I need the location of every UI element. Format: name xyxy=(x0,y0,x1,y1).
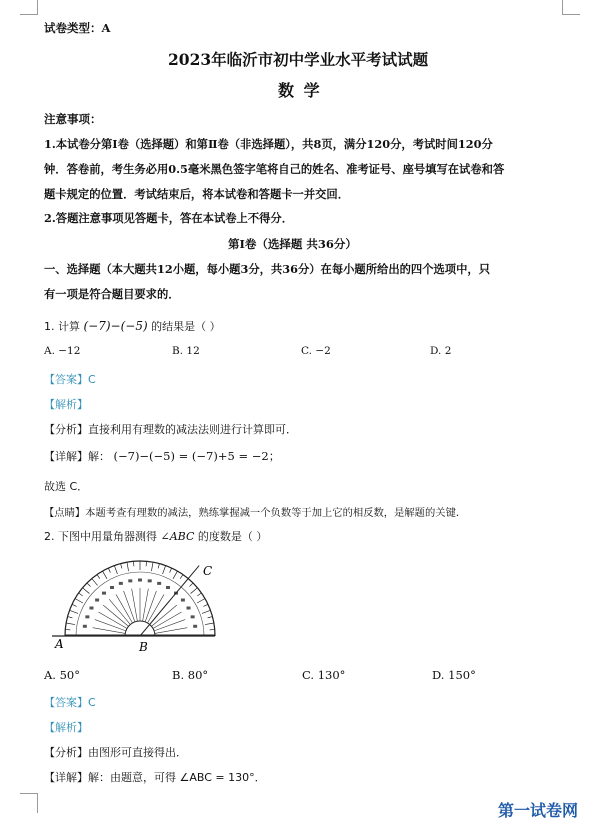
q2-option-d: D. 150° xyxy=(432,668,476,682)
protractor-radial-line xyxy=(98,612,127,629)
protractor-scale-mark xyxy=(95,599,99,602)
protractor-tick xyxy=(121,564,122,569)
section-title: 第Ⅰ卷（选择题 共36分） xyxy=(228,237,357,251)
protractor-scale-mark xyxy=(102,592,106,595)
protractor-tick xyxy=(191,588,198,594)
protractor-scale-mark xyxy=(166,586,170,589)
protractor-center-arc xyxy=(125,621,155,636)
protractor-scale-mark xyxy=(174,592,178,595)
protractor-tick xyxy=(97,575,100,579)
q1-option-b: B. 12 xyxy=(172,345,200,357)
protractor-scale-mark xyxy=(186,607,190,610)
q1-comment: 【点睛】本题考查有理数的减法，熟练掌握减一个负数等于加上它的相反数，是解题的关键． xyxy=(44,507,467,519)
protractor-tick xyxy=(197,593,201,596)
protractor-outer-arc xyxy=(65,561,215,636)
protractor-tick xyxy=(182,579,188,586)
corner-mark-tl-h xyxy=(20,14,38,15)
protractor-scale-mark xyxy=(193,625,197,628)
protractor-scale-mark xyxy=(157,582,161,585)
notice-line-3: 题卡规定的位置．考试结束后，将本试卷和答题卡一并交回． xyxy=(44,187,350,201)
q1-answer-tag: 【答案】C xyxy=(44,373,96,386)
protractor-scale-mark xyxy=(148,579,152,582)
protractor-tick xyxy=(114,566,117,574)
watermark-logo: 第一试卷网 xyxy=(498,801,579,820)
notice-heading: 注意事项： xyxy=(44,112,102,126)
q2-option-c: C. 130° xyxy=(302,668,346,682)
protractor-radial-line xyxy=(95,620,126,631)
q2-stem xyxy=(44,528,267,544)
protractor-tick xyxy=(68,617,73,618)
protractor-tick xyxy=(189,583,193,587)
q2-option-a: A. 50° xyxy=(44,668,80,682)
q2-analysis-tag: 【解析】 xyxy=(44,721,88,734)
notice-line-4: 2.答题注意事项见答题卡，答在本试卷上不得分． xyxy=(44,211,294,225)
corner-mark-tl-v xyxy=(37,0,38,15)
q2-stem-angle: ∠ABC xyxy=(160,530,195,543)
q1-detail-label: 【详解】解： xyxy=(44,450,110,463)
corner-mark-bl-h xyxy=(20,793,38,794)
q2-stem-suffix: 的度数是（ ） xyxy=(197,530,268,543)
q1-expression: (−7)−(−5) xyxy=(83,319,148,333)
protractor-radial-line xyxy=(143,589,149,621)
q1-option-c: C. −2 xyxy=(301,345,331,357)
protractor-scale-mark xyxy=(90,607,94,610)
protractor-radial-line xyxy=(109,599,130,624)
protractor-scale-mark xyxy=(119,582,123,585)
protractor-scale-mark xyxy=(83,625,87,628)
protractor-scale-mark xyxy=(181,599,185,602)
protractor-tick xyxy=(127,562,129,571)
protractor-tick xyxy=(203,604,208,606)
protractor-tick xyxy=(66,623,75,625)
q1-prefix: 1. 计算 xyxy=(44,320,80,333)
protractor-tick xyxy=(205,623,214,625)
q2-fenxi: 【分析】由图形可直接得出． xyxy=(44,746,187,759)
paper-type: 试卷类型：A xyxy=(44,21,111,35)
protractor-tick xyxy=(158,564,159,569)
q2-option-b: B. 80° xyxy=(172,668,209,682)
protractor-tick xyxy=(197,599,205,604)
protractor-scale-mark xyxy=(138,579,142,582)
protractor-radial-line xyxy=(148,594,165,623)
protractor-radial-line xyxy=(124,591,135,622)
q1-analysis-tag: 【解析】 xyxy=(44,398,88,411)
protractor-radial-line xyxy=(151,605,176,626)
q2-stem-prefix: 2. 下图中用量角器测得 xyxy=(44,530,157,543)
section-intro-1: 一、选择题（本大题共12小题，每小题3分，共36分）在每小题所给出的四个选项中，只 xyxy=(44,262,490,276)
notice-line-2: 钟．答卷前，考生务必用0.5毫米黑色签字笔将自己的姓名、准考证号、座号填写在试卷和答 xyxy=(44,162,505,176)
protractor-tick xyxy=(180,575,183,579)
q2-answer-tag: 【答案】C xyxy=(44,696,96,709)
protractor-radial-line xyxy=(116,594,133,623)
q1-stem xyxy=(44,318,221,334)
protractor-tick xyxy=(173,571,178,579)
corner-mark-tr-v xyxy=(562,0,563,15)
protractor-radial-line xyxy=(155,628,187,634)
q1-option-d: D. 2 xyxy=(430,345,452,357)
exam-title: 2023年临沂市初中学业水平考试试题 xyxy=(168,50,429,69)
protractor-inner-arc xyxy=(76,572,204,636)
protractor-radial-line xyxy=(93,628,125,634)
protractor-scale-mark xyxy=(85,615,89,618)
corner-mark-tr-h xyxy=(562,14,580,15)
notice-line-1: 1.本试卷分第Ⅰ卷（选择题）和第Ⅱ卷（非选择题），共8页，满分120分，考试时间120分 xyxy=(44,137,493,151)
protractor xyxy=(52,561,215,636)
corner-mark-bl-v xyxy=(37,793,38,813)
protractor-tick xyxy=(108,568,110,573)
protractor-scale-mark xyxy=(191,615,195,618)
q2-detail: 【详解】解：由题意，可得 ∠ABC = 130°． xyxy=(44,771,266,784)
protractor-tick xyxy=(163,566,166,574)
protractor-tick xyxy=(170,568,172,573)
protractor-tick xyxy=(202,610,210,613)
label-b: B xyxy=(139,640,148,654)
protractor-radial-line xyxy=(145,591,156,622)
q1-detail-expression: (−7)−(−5) = (−7)+5 = −2； xyxy=(113,449,281,463)
protractor-tick xyxy=(75,599,83,604)
protractor-tick xyxy=(87,583,91,587)
protractor-tick xyxy=(70,610,78,613)
q1-detail xyxy=(44,448,280,464)
section-intro-2: 有一项是符合题目要求的． xyxy=(44,287,180,301)
ray-bc xyxy=(140,566,199,636)
label-c: C xyxy=(203,564,213,578)
protractor-radial-line xyxy=(132,589,138,621)
subject-title: 数 学 xyxy=(278,81,322,100)
protractor-tick xyxy=(79,593,83,596)
protractor-tick xyxy=(72,604,77,606)
protractor-tick xyxy=(92,579,98,586)
protractor-radial-line xyxy=(153,612,182,629)
protractor-scale-mark xyxy=(128,579,132,582)
q1-option-a: A. −12 xyxy=(44,345,81,357)
protractor-tick xyxy=(103,571,108,579)
protractor-tick xyxy=(208,617,213,618)
q1-suffix: 的结果是（ ） xyxy=(151,320,221,333)
label-a: A xyxy=(55,637,64,651)
protractor-tick xyxy=(83,588,90,594)
protractor-radial-line xyxy=(103,605,128,626)
q1-fenxi: 【分析】直接利用有理数的减法法则进行计算即可． xyxy=(44,423,297,436)
protractor-radial-line xyxy=(154,620,185,631)
q1-conclusion: 故选 C． xyxy=(44,480,89,493)
protractor-radial-line xyxy=(150,599,171,624)
protractor-tick xyxy=(151,562,153,571)
protractor-scale-mark xyxy=(110,586,114,589)
